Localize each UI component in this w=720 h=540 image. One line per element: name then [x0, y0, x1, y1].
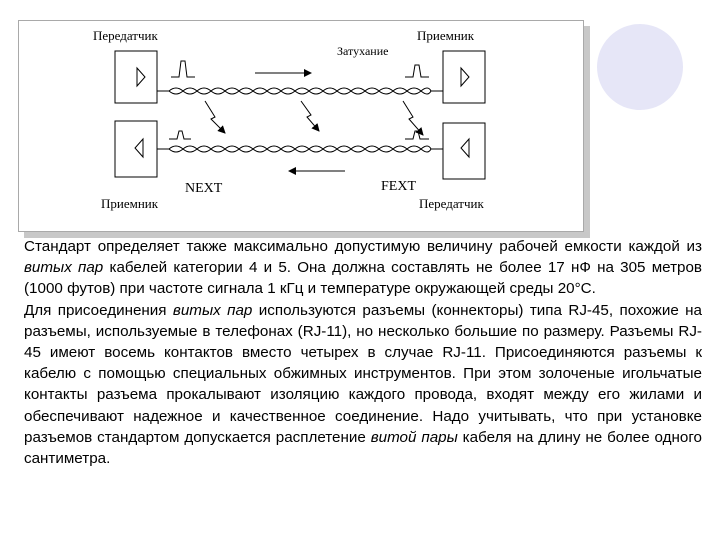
crosstalk-lightning-icon [403, 101, 423, 135]
paragraph-capacitance: Стандарт определяет также максимально допустимую величину рабочей емкости каждой из витых пар кабелей категории 4 и 5. Она должна составлять не более 17 нФ на 305 метров (1000 футов) при частоте сигнала 1 кГц и температуре окружающей среды 20°С. [24, 238, 703, 298]
label-fext: FEXT [381, 179, 416, 194]
label-receiver-bottom: Приемник [101, 196, 159, 211]
signal-pulse [171, 61, 195, 77]
crosstalk-diagram [18, 20, 584, 232]
paragraph-connectors: Для присоединения витых пар используются разъемы (коннекторы) типа RJ-45, похожие на разъемы, используемые в телефонах (RJ-11), но несколько большие по размеру. Разъемы RJ-45 имеют восемь контактов вместо четырех в случае RJ-11. Присоединяются разъемы к кабелю с помощью специальных обжимных инструментов. При этом золоченые игольчатые контакты разъема прокалывают изоляцию каждого провода, входят между его жилами и обеспечивают надежное и качественное соединение. Надо учитывать, что при установке разъемов стандартом допускается расплетение витой пары кабеля на длину не более одного сантиметра. [24, 301, 702, 468]
decorative-circle [597, 24, 683, 110]
amplifier-right-icon [461, 68, 469, 86]
label-receiver-top: Приемник [417, 28, 475, 43]
label-transmitter-bottom: Передатчик [419, 196, 484, 211]
crosstalk-lightning-icon [205, 101, 225, 133]
amplifier-left-icon [461, 139, 469, 157]
receiver-right-box [443, 51, 485, 103]
amplifier-right-icon [137, 68, 145, 86]
label-attenuation: Затухание [337, 44, 389, 58]
diagram-svg [19, 21, 583, 231]
body-text [24, 236, 702, 469]
attenuated-pulse [405, 65, 429, 77]
transmitter-left-box [115, 51, 157, 103]
next-pulse [169, 131, 191, 139]
label-next: NEXT [185, 181, 223, 196]
amplifier-left-icon [135, 139, 143, 157]
label-transmitter-top: Передатчик [93, 28, 158, 43]
fext-pulse [405, 131, 429, 139]
crosstalk-lightning-icon [301, 101, 319, 131]
